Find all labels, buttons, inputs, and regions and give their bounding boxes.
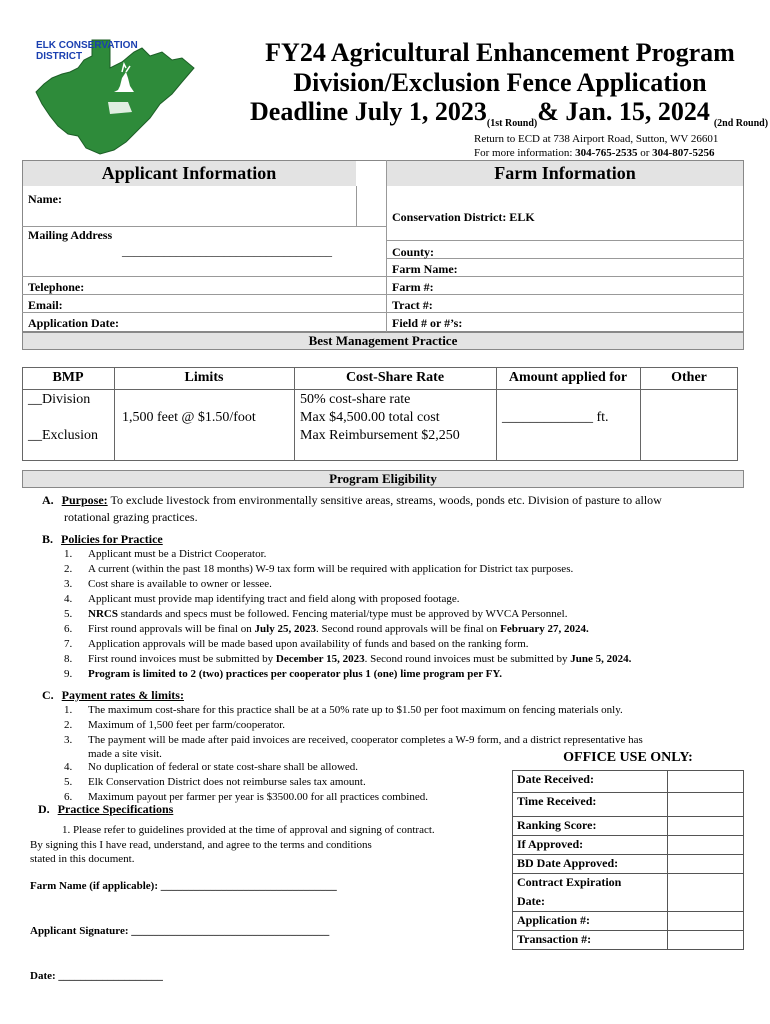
agreement-line-1: By signing this I have read, understand, and agree to the terms and conditions (30, 839, 372, 851)
rate-line-1: 50% cost-share rate (300, 392, 411, 407)
office-ranking-score: Ranking Score: (513, 817, 668, 836)
office-use-heading: OFFICE USE ONLY: (563, 750, 693, 765)
office-transaction-number: Transaction #: (513, 931, 668, 950)
list-item: 3. The payment will be made after paid invoices are received, cooperator completes a W-9 form, and a district representative has (64, 734, 643, 746)
office-date-received-value[interactable] (668, 771, 744, 793)
list-item: 8. First round invoices must be submitted by December 15, 2023. Second round invoices must be submitted by June 5, 2024. (64, 653, 632, 665)
title-deadline: Deadline July 1, $2023_{(1st Round)}\&$ Jan. 15, 2024 $_{(2nd Round)}$ (250, 97, 769, 129)
title-program: FY24 Agricultural Enhancement Program (265, 38, 735, 67)
office-bd-date-approved: BD Date Approved: (513, 855, 668, 874)
section-policies-title: B. Policies for Practice (42, 532, 163, 546)
office-contract-expiration: Contract Expiration (513, 874, 668, 893)
section-payment-title: C. Payment rates & limits: (42, 688, 184, 702)
applicant-heading: Applicant Information (101, 163, 277, 183)
section-purpose: A. Purpose: To exclude livestock from environmentally sensitive areas, streams, woods, ponds etc. Division of pasture to allow (42, 493, 662, 507)
list-item: 6. Maximum payout per farmer per year is $3500.00 for all practices combined. (64, 791, 428, 803)
email-field-label[interactable]: Email: (28, 298, 63, 312)
office-application-number: Application #: (513, 912, 668, 931)
applicant-signature-field[interactable]: Applicant Signature: ____________________________________ (30, 925, 330, 937)
conservation-district-label: Conservation District: ELK (392, 210, 535, 224)
farm-name-signature-field[interactable]: Farm Name (if applicable): ________________________________ (30, 880, 337, 892)
amount-applied-field[interactable]: _____________ ft. (502, 410, 609, 425)
col-bmp: BMP (52, 370, 84, 385)
name-field-label[interactable]: Name: (28, 192, 62, 206)
tract-number-field-label[interactable]: Tract #: (392, 298, 433, 312)
col-cost-share-rate: Cost-Share Rate (345, 370, 445, 385)
rate-line-3: Max Reimbursement $2,250 (300, 428, 460, 443)
list-item: 4. No duplication of federal or state cost-share shall be allowed. (64, 761, 359, 773)
bmp-exclusion-option[interactable]: __Exclusion (28, 428, 98, 443)
col-limits: Limits (184, 370, 224, 385)
rate-line-2: Max $4,500.00 total cost (300, 410, 440, 425)
list-item: 2. Maximum of 1,500 feet per farm/cooperator. (64, 719, 286, 731)
logo-text-line1: ELK CONSERVATION (36, 40, 138, 51)
office-use-table (512, 750, 744, 950)
office-ranking-score-value[interactable] (668, 817, 744, 836)
bmp-limits-value: 1,500 feet @ $1.50/foot (122, 410, 256, 425)
office-application-number-value[interactable] (668, 912, 744, 931)
application-date-label[interactable]: Application Date: (28, 316, 119, 330)
col-amount-applied: Amount applied for (508, 370, 628, 385)
farm-heading: Farm Information (494, 163, 636, 183)
bmp-heading: Best Management Practice (308, 333, 458, 348)
county-field-label[interactable]: County: (392, 245, 435, 259)
list-item: 1. Applicant must be a District Cooperator. (64, 548, 267, 560)
list-item: 4. Applicant must provide map identifying tract and field along with proposed footage. (64, 593, 460, 605)
office-date-received: Date Received: (513, 771, 668, 793)
list-item: 9. Program is limited to 2 (two) practices per cooperator plus 1 (one) lime program per FY. (64, 668, 503, 680)
list-item: 6. First round approvals will be final on July 25, 2023. Second round approvals will be final on February 27, 2024. (64, 623, 589, 635)
section-specs-title: D. Practice Specifications (38, 802, 174, 816)
office-contract-expiration-date: Date: (513, 893, 668, 912)
office-bd-date-approved-value[interactable] (668, 855, 744, 874)
col-other: Other (671, 370, 707, 385)
policies-list (64, 547, 631, 682)
office-if-approved-value[interactable] (668, 836, 744, 855)
office-time-received-value[interactable] (668, 793, 744, 817)
list-item: 1. The maximum cost-share for this practice shall be at a 50% rate up to $1.50 per foot maximum on fencing materials only. (64, 704, 623, 716)
farm-number-field-label[interactable]: Farm #: (392, 280, 434, 294)
office-transaction-number-value[interactable] (668, 931, 744, 950)
list-item: made a site visit. (88, 748, 162, 760)
title-application: Division/Exclusion Fence Application (293, 68, 707, 97)
list-item: 3. Cost share is available to owner or lessee. (64, 578, 272, 590)
mailing-address-label[interactable]: Mailing Address (28, 228, 113, 242)
office-if-approved: If Approved: (513, 836, 668, 855)
mailing-address-line[interactable]: ___________________________________ (122, 244, 332, 258)
specs-item-1: 1. Please refer to guidelines provided at the time of approval and signing of contract. (62, 824, 435, 836)
signature-date-field[interactable]: Date: ___________________ (30, 970, 163, 982)
elk-district-logo (22, 38, 202, 158)
office-contract-expiration-value[interactable] (668, 874, 744, 912)
office-time-received: Time Received: (513, 793, 668, 817)
field-number-field-label[interactable]: Field # or #’s: (392, 316, 463, 330)
list-item: 2. A current (within the past 18 months) W-9 tax form will be required with application for District tax purposes. (64, 563, 574, 575)
bmp-division-option[interactable]: __Division (28, 392, 91, 407)
section-purpose-cont: rotational grazing practices. (64, 510, 198, 524)
agreement-line-2: stated in this document. (30, 853, 135, 865)
logo-text-line2: DISTRICT (36, 51, 83, 62)
eligibility-heading: Program Eligibility (329, 471, 437, 486)
return-address: Return to ECD at 738 Airport Road, Sutton, WV 26601 (474, 133, 719, 145)
list-item: 7. Application approvals will be made based upon availability of funds and based on the ranking form. (64, 638, 529, 650)
telephone-field-label[interactable]: Telephone: (28, 280, 85, 294)
list-item: 5. Elk Conservation District does not reimburse sales tax amount. (64, 776, 366, 788)
farm-name-field-label[interactable]: Farm Name: (392, 262, 458, 276)
list-item: 5. NRCS standards and specs must be followed. Fencing material/type must be approved by WVCA Personnel. (64, 608, 568, 620)
contact-info: For more information: 304-765-2535 or 304-807-5256 (474, 147, 715, 159)
